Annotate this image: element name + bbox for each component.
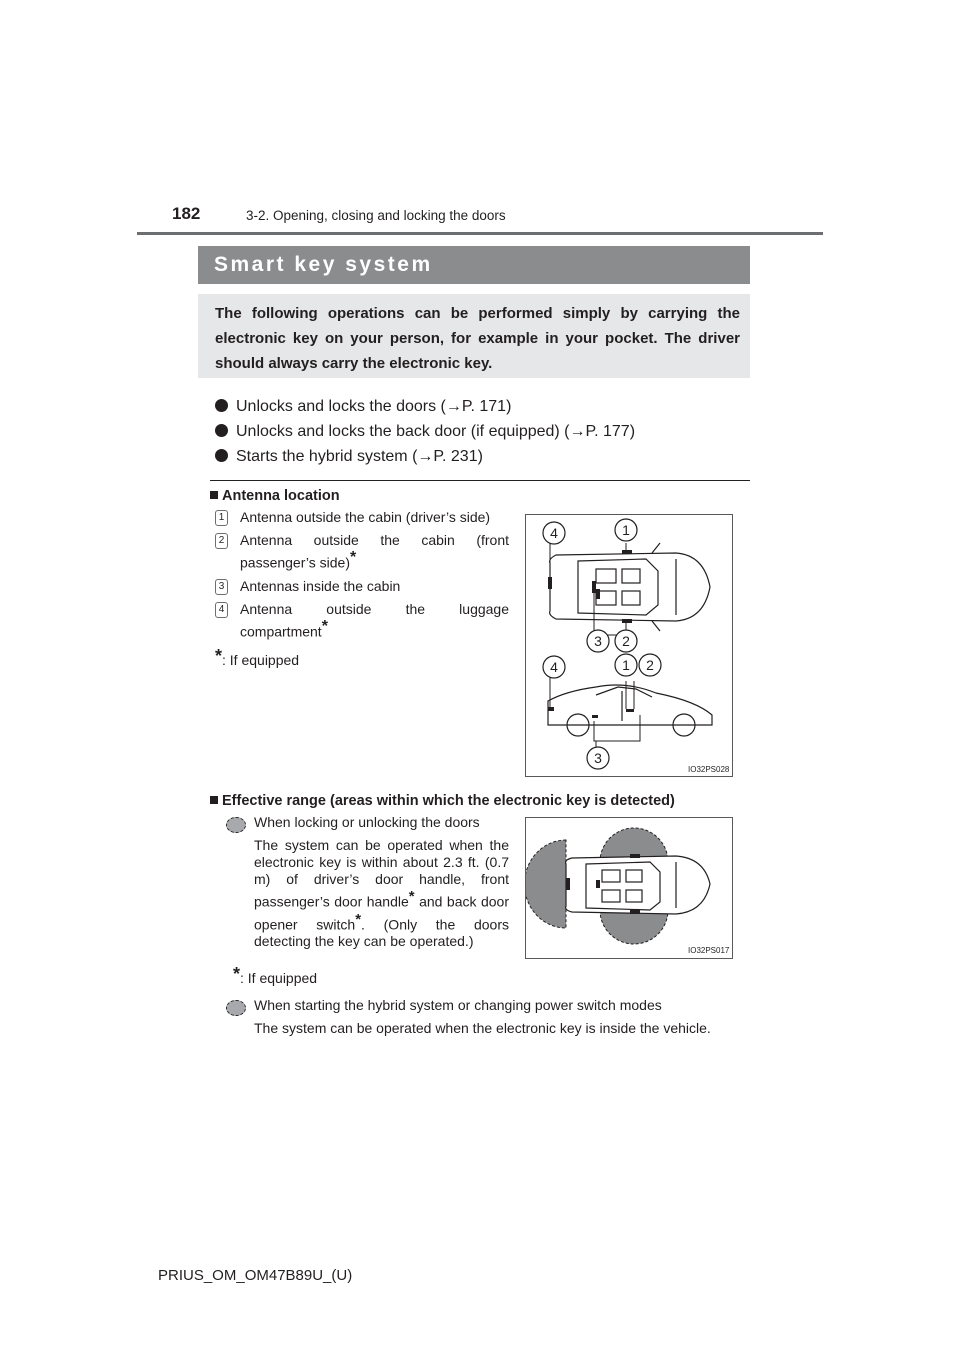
item-text: Antennas inside the cabin bbox=[240, 577, 401, 594]
starting-block bbox=[254, 997, 741, 1037]
number-badge: 4 bbox=[215, 602, 228, 618]
range-figure bbox=[525, 817, 733, 959]
footnote bbox=[233, 964, 317, 986]
asterisk: * bbox=[408, 888, 415, 905]
detection-zone-icon bbox=[226, 1000, 246, 1016]
starting-body: The system can be operated when the electronic key is inside the vehicle. bbox=[254, 1020, 711, 1036]
section-reference: 3-2. Opening, closing and locking the doors bbox=[246, 208, 506, 223]
section-divider bbox=[210, 480, 750, 481]
footnote-text: : If equipped bbox=[240, 970, 318, 986]
callout-label: 2 bbox=[622, 633, 630, 649]
callout-label: 3 bbox=[594, 633, 602, 649]
callout-label: 3 bbox=[594, 750, 602, 766]
antenna-heading bbox=[210, 488, 340, 504]
locking-body-text: . (Only the doors detecting the key can be operated.) bbox=[254, 916, 509, 950]
item-text: Antenna outside the cabin (front passenger’s side) bbox=[240, 532, 509, 571]
figure-id: IO32PS028 bbox=[688, 765, 730, 774]
locking-body bbox=[254, 837, 509, 950]
car-antenna-diagram bbox=[526, 515, 732, 776]
bullet-dot-icon bbox=[215, 424, 228, 437]
asterisk: * bbox=[215, 646, 223, 667]
footnote-text: : If equipped bbox=[222, 652, 300, 669]
antenna-list bbox=[215, 509, 509, 669]
list-item bbox=[215, 509, 509, 526]
locking-body-text: and back door opener switch bbox=[254, 893, 509, 933]
intro-text: The following operations can be performed simply by carrying the electronic key on your person, for example in your pocket. The driver should always carry the electronic key. bbox=[215, 305, 740, 372]
intro-box bbox=[198, 294, 750, 378]
bullet-text: Starts the hybrid system (→P. 231) bbox=[236, 448, 483, 465]
range-heading bbox=[210, 793, 675, 809]
bullet-text: Unlocks and locks the doors (→P. 171) bbox=[236, 398, 512, 415]
document-code: PRIUS_OM_OM47B89U_(U) bbox=[158, 1267, 353, 1284]
locking-title: When locking or unlocking the doors bbox=[254, 814, 480, 830]
operations-list bbox=[215, 394, 635, 469]
callout-label: 4 bbox=[550, 659, 558, 675]
list-item bbox=[215, 601, 509, 641]
bullet-item bbox=[215, 394, 635, 419]
detection-zone-icon bbox=[226, 817, 246, 833]
number-badge: 2 bbox=[215, 533, 228, 549]
asterisk: * bbox=[233, 964, 241, 984]
callout-label: 4 bbox=[550, 525, 558, 541]
asterisk: * bbox=[350, 549, 357, 566]
callout-label: 1 bbox=[622, 657, 630, 673]
locking-block bbox=[254, 814, 509, 950]
detection-range-diagram bbox=[526, 818, 732, 958]
page-number: 182 bbox=[172, 204, 201, 223]
bullet-item bbox=[215, 444, 635, 469]
asterisk: * bbox=[355, 910, 362, 928]
bullet-item bbox=[215, 419, 635, 444]
footnote bbox=[215, 648, 509, 669]
range-heading-text: Effective range (areas within which the electronic key is detected) bbox=[222, 793, 675, 809]
callout-label: 1 bbox=[622, 522, 630, 538]
item-text: Antenna outside the cabin (driver’s side) bbox=[240, 509, 491, 525]
page-title: Smart key system bbox=[198, 246, 750, 284]
bullet-text: Unlocks and locks the back door (if equipped) (→P. 177) bbox=[236, 423, 636, 440]
figure-id: IO32PS017 bbox=[688, 946, 730, 955]
item-text: Antenna outside the luggage compartment bbox=[240, 600, 509, 640]
square-bullet-icon bbox=[210, 491, 218, 499]
locking-body-text: The system can be operated when the electronic key is within about 2.3 ft. (0.7 m) of driver’s door handle, front passenger’s door handle bbox=[254, 837, 509, 910]
bullet-dot-icon bbox=[215, 399, 228, 412]
antenna-heading-text: Antenna location bbox=[222, 488, 340, 504]
number-badge: 3 bbox=[215, 579, 228, 595]
callout-label: 2 bbox=[646, 657, 654, 673]
antenna-figure bbox=[525, 514, 733, 777]
asterisk: * bbox=[321, 617, 328, 635]
number-badge: 1 bbox=[215, 510, 228, 526]
bullet-dot-icon bbox=[215, 449, 228, 462]
square-bullet-icon bbox=[210, 796, 218, 804]
header-rule bbox=[137, 232, 823, 235]
list-item bbox=[215, 532, 509, 572]
list-item bbox=[215, 578, 509, 595]
starting-title: When starting the hybrid system or changing power switch modes bbox=[254, 997, 662, 1013]
